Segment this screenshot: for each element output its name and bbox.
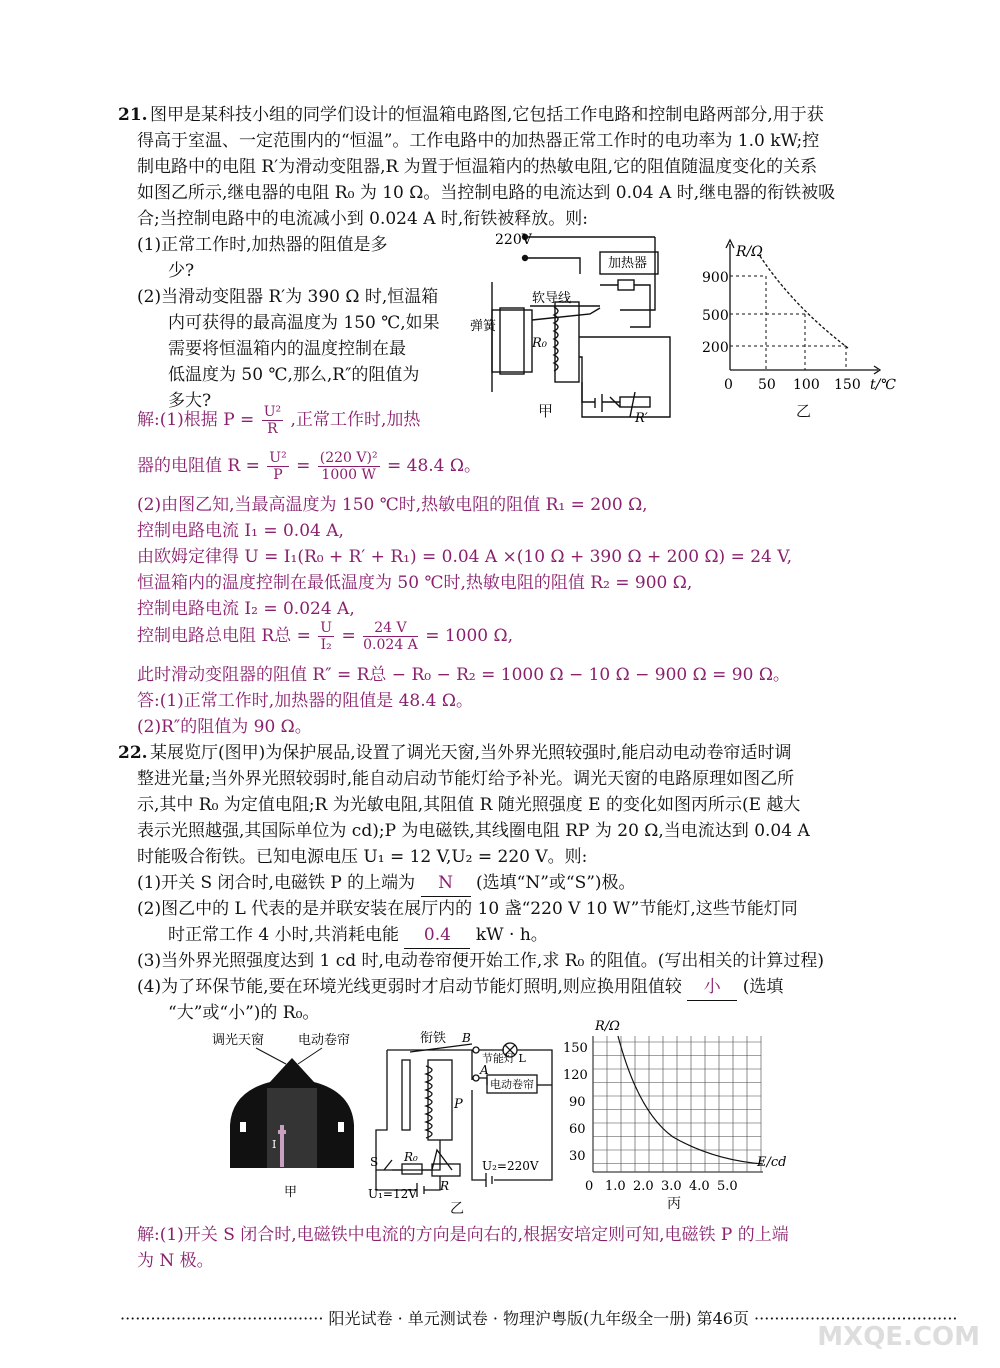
q21-r0-label: R₀ <box>532 336 547 351</box>
q21-sol-1b-den2: 1000 W <box>321 467 376 483</box>
q21-sol-1a-num: U² <box>263 404 282 420</box>
q21-sol-total-den: I₂ <box>320 637 332 653</box>
watermark: MXQE.COM <box>817 1322 980 1352</box>
q21-graph-ytick-200: 200 <box>702 340 729 356</box>
q22-sub1 <box>137 870 636 897</box>
q22-sub4-line1 <box>137 974 783 1001</box>
q22-intro-line3: 示,其中 R₀ 为定值电阻;R 为光敏电阻,其阻值 R 随光照强度 E 的变化如图丙所示(E 越大 <box>137 795 801 815</box>
q21-sol-total-num2: 24 V <box>363 620 418 637</box>
q22-graph-ytick-30: 30 <box>569 1149 586 1164</box>
q22-solution-line2: 为 N 极。 <box>137 1251 214 1271</box>
q22-intro-line2: 整进光量;当外界光照较弱时,能自动启动节能灯给予补光。调光天窗的电路原理如图乙所 <box>137 769 795 789</box>
q22-solution-line1: 解:(1)开关 S 闭合时,电磁铁中电流的方向是向右的,根据安培定则可知,电磁铁 P 的上端 <box>137 1225 789 1245</box>
q21-wire-label: 软导线 <box>532 291 572 306</box>
q21-sol-1a-den: R <box>267 421 278 437</box>
q21-sol-1a-fraction <box>262 404 283 437</box>
q21-circuit-diagram <box>470 232 690 422</box>
q21-sol-1a-text: 解:(1)根据 P = <box>137 410 255 430</box>
q21-graph-xtick-50: 50 <box>758 377 776 393</box>
q21-sub2-line3: 需要将恒温箱内的温度控制在最 <box>168 339 406 359</box>
q22-intro-line5: 时能吸合衔铁。已知电源电压 U₁ = 12 V,U₂ = 220 V。则: <box>137 847 588 867</box>
q21-voltage-label: 220V <box>495 232 532 248</box>
q22-graph-ytick-60: 60 <box>569 1122 586 1137</box>
q22-sub2-text: 时正常工作 4 小时,共消耗电能 <box>168 925 400 945</box>
q21-sol-total-text: 控制电路总电阻 R总 = <box>137 626 311 646</box>
q22-contact-a: A <box>480 1063 489 1077</box>
q21-heater-label: 加热器 <box>608 256 648 271</box>
q21-sub2-line4: 低温度为 50 ℃,那么,R″的阻值为 <box>168 365 420 385</box>
q21-sol-total-tail: = 1000 Ω, <box>425 626 514 646</box>
q21-solution-line1: (2)由图乙知,当最高温度为 150 ℃时,热敏电阻的阻值 R₁ = 200 Ω, <box>137 495 648 515</box>
q21-solution-answer2: (2)R″的阻值为 90 Ω。 <box>137 717 312 737</box>
q21-sub1-line1: (1)正常工作时,加热器的阻值是多 <box>137 235 388 255</box>
q21-intro-line3: 制电路中的电阻 R′为滑动变阻器,R 为置于恒温箱内的热敏电阻,它的阻值随温度变化的关系 <box>137 157 818 177</box>
q21-fig-yi-caption: 乙 <box>796 402 812 420</box>
q22-graph-xlabel: E/cd <box>757 1155 787 1170</box>
q21-sol-1b-num: U² <box>269 450 287 466</box>
q22-r0-label: R₀ <box>404 1150 418 1164</box>
q22-curtain-label: 电动卷帘 <box>298 1033 351 1048</box>
q22-armature-label: 衔铁 <box>420 1031 447 1046</box>
q21-intro-line4: 如图乙所示,继电器的电阻 R₀ 为 10 Ω。当控制电路的电流达到 0.04 A 时,继电器的衔铁被吸 <box>137 183 836 203</box>
q21-fig-jia-caption: 甲 <box>538 402 554 420</box>
q21-intro-line1: 图甲是某科技小组的同学们设计的恒温箱电路图,它包括工作电路和控制电路两部分,用于获 <box>150 105 824 125</box>
q21-solution-step1b: 器的电阻值 R = $\frac{\text{U²}}{P}$ = $\frac{\text{(220 V)²}}{1000 W}$ = 48.4 Ω。 <box>137 450 481 483</box>
svg-text:I: I <box>272 1138 277 1151</box>
q22-hall-figure <box>212 1030 372 1200</box>
q21-sub2-line2: 内可获得的最高温度为 150 ℃,如果 <box>168 313 440 333</box>
q21-graph-xlabel: t/℃ <box>870 377 897 393</box>
q22-sub2-answer: 0.4 <box>404 922 470 949</box>
q21-intro-line2: 得高于室温、一定范围内的“恒温”。工作电路中的加热器正常工作时的电功率为 1.0 kW;控 <box>137 131 820 151</box>
q21-graph-xtick-150: 150 <box>834 377 861 393</box>
q22-fig-bing-caption: 丙 <box>667 1196 681 1212</box>
q22-curtain-box-label: 电动卷帘 <box>490 1078 534 1091</box>
q22-graph-xtick-4: 4.0 <box>689 1179 710 1194</box>
q22-graph-ytick-90: 90 <box>569 1095 586 1110</box>
q21-spring-label: 弹簧 <box>470 319 497 334</box>
q21-sol-1b-tail: = 48.4 Ω。 <box>386 456 481 476</box>
q22-lamp-label: 节能灯 L <box>482 1052 526 1065</box>
q22-graph-xtick-0: 0 <box>585 1179 594 1194</box>
q21-solution-line4: 恒温箱内的温度控制在最低温度为 50 ℃时,热敏电阻的阻值 R₂ = 900 Ω, <box>137 573 693 593</box>
q21-solution-line2: 控制电路电流 I₁ = 0.04 A, <box>137 521 344 541</box>
q21-graph <box>698 236 903 416</box>
q22-graph-ytick-150: 150 <box>563 1041 588 1056</box>
q22-sub1-text: (1)开关 S 闭合时,电磁铁 P 的上端为 <box>137 873 416 893</box>
q21-rprime-label: R′ <box>635 411 648 422</box>
q21-solution-step1a <box>137 404 420 444</box>
q21-solution-answer1: 答:(1)正常工作时,加热器的阻值是 48.4 Ω。 <box>137 691 473 711</box>
q21-sol-total-fraction <box>318 620 334 653</box>
q22-u1-label: U₁=12V <box>368 1187 417 1200</box>
q22-sub3: (3)当外界光照强度达到 1 cd 时,电动卷帘便开始工作,求 R₀ 的阻值。(写出相关的计算过程) <box>137 951 825 971</box>
q21-sub1-line2: 少? <box>168 261 195 281</box>
q21-sol-total-fraction2 <box>363 620 418 653</box>
q22-u2-label: U₂=220V <box>482 1159 539 1173</box>
q22-sub2-line1: (2)图乙中的 L 代表的是并联安装在展厅内的 10 盏“220 V 10 W”节能灯,这些节能灯同 <box>137 899 798 919</box>
q21-number: 21. <box>118 105 148 125</box>
q22-graph-xtick-2: 2.0 <box>633 1179 654 1194</box>
q21-solution-tail1: 此时滑动变阻器的阻值 R″ = R总 − R₀ − R₂ = 1000 Ω − 10 Ω − 900 Ω = 90 Ω。 <box>137 665 790 685</box>
q21-sol-1b-fraction <box>267 450 288 483</box>
q22-sub1-tail: (选填“N”或“S”)极。 <box>476 873 636 893</box>
q22-magnet-p: P <box>454 1097 463 1112</box>
q22-sub2-line2 <box>168 922 548 949</box>
q22-number: 22. <box>118 743 148 763</box>
q22-sub1-answer: N <box>421 870 471 897</box>
q21-graph-ytick-500: 500 <box>702 308 729 324</box>
q21-sol-1b-den: P <box>273 467 283 483</box>
q22-intro-line1: 某展览厅(图甲)为保护展品,设置了调光天窗,当外界光照较强时,能启动电动卷帘适时调 <box>150 743 792 763</box>
q22-skylight-label: 调光天窗 <box>212 1033 265 1048</box>
q21-solution-total-resistance: 控制电路总电阻 R总 = $\frac{U}{\text{I₂}}$ = $\frac{24 V}{0.024 A}$ = 1000 Ω, <box>137 620 514 653</box>
q21-sol-1b-text: 器的电阻值 R = <box>137 456 260 476</box>
q21-graph-xtick-100: 100 <box>793 377 820 393</box>
q22-sub4-answer: 小 <box>687 974 737 1001</box>
q21-sol-1b-fraction2 <box>318 450 380 483</box>
q22-sub2-tail: kW · h。 <box>475 925 548 945</box>
q21-graph-ytick-900: 900 <box>702 270 729 286</box>
q21-sol-total-den2: 0.024 A <box>363 637 418 653</box>
q21-sol-total-num: U <box>320 620 333 636</box>
q21-graph-ylabel: R/Ω <box>736 244 763 260</box>
q22-contact-b: B <box>462 1031 471 1045</box>
q22-graph-xtick-3: 3.0 <box>661 1179 682 1194</box>
q22-r-label: R <box>440 1179 450 1193</box>
page-footer: ········································ 阳光试卷 · 单元测试卷 · 物理沪粤版(九年级全一册) 第46页 ········································ <box>120 1309 958 1328</box>
q22-graph-ytick-120: 120 <box>563 1068 588 1083</box>
q21-solution-line3: 由欧姆定律得 U = I₁(R₀ + R′ + R₁) = 0.04 A ×(10 Ω + 390 Ω + 200 Ω) = 24 V, <box>137 547 792 567</box>
q21-sol-1a-tail: ,正常工作时,加热 <box>290 410 421 430</box>
q22-sub4-tail: (选填 <box>742 977 784 997</box>
q21-solution-line5: 控制电路电流 I₂ = 0.024 A, <box>137 599 355 619</box>
q22-fig-jia-caption: 甲 <box>284 1185 298 1200</box>
q22-sub4-line2: “大”或“小”)的 R₀。 <box>168 1003 320 1023</box>
q21-graph-xtick-0: 0 <box>724 377 733 393</box>
q22-circuit-diagram <box>362 1030 562 1200</box>
q22-graph <box>563 1012 793 1212</box>
q22-graph-ylabel: R/Ω <box>595 1019 620 1034</box>
q21-sol-1b-num2: (220 V)² <box>319 450 378 466</box>
q22-graph-xtick-1: 1.0 <box>605 1179 626 1194</box>
q22-intro-line4: 表示光照越强,其国际单位为 cd);P 为电磁铁,其线圈电阻 RP 为 20 Ω,当电流达到 0.04 A <box>137 821 810 841</box>
q22-switch-s: S <box>370 1155 379 1169</box>
q22-graph-xtick-5: 5.0 <box>717 1179 738 1194</box>
q22-fig-yi-caption: 乙 <box>450 1201 464 1217</box>
q21-sub2-line5: 多大? <box>168 391 212 411</box>
q21-sub2-line1: (2)当滑动变阻器 R′为 390 Ω 时,恒温箱 <box>137 287 439 307</box>
q21-intro-line5: 合;当控制电路中的电流减小到 0.024 A 时,衔铁被释放。则: <box>137 209 589 229</box>
q22-sub4-text: (4)为了环保节能,要在环境光线更弱时才启动节能灯照明,则应换用阻值较 <box>137 977 682 997</box>
